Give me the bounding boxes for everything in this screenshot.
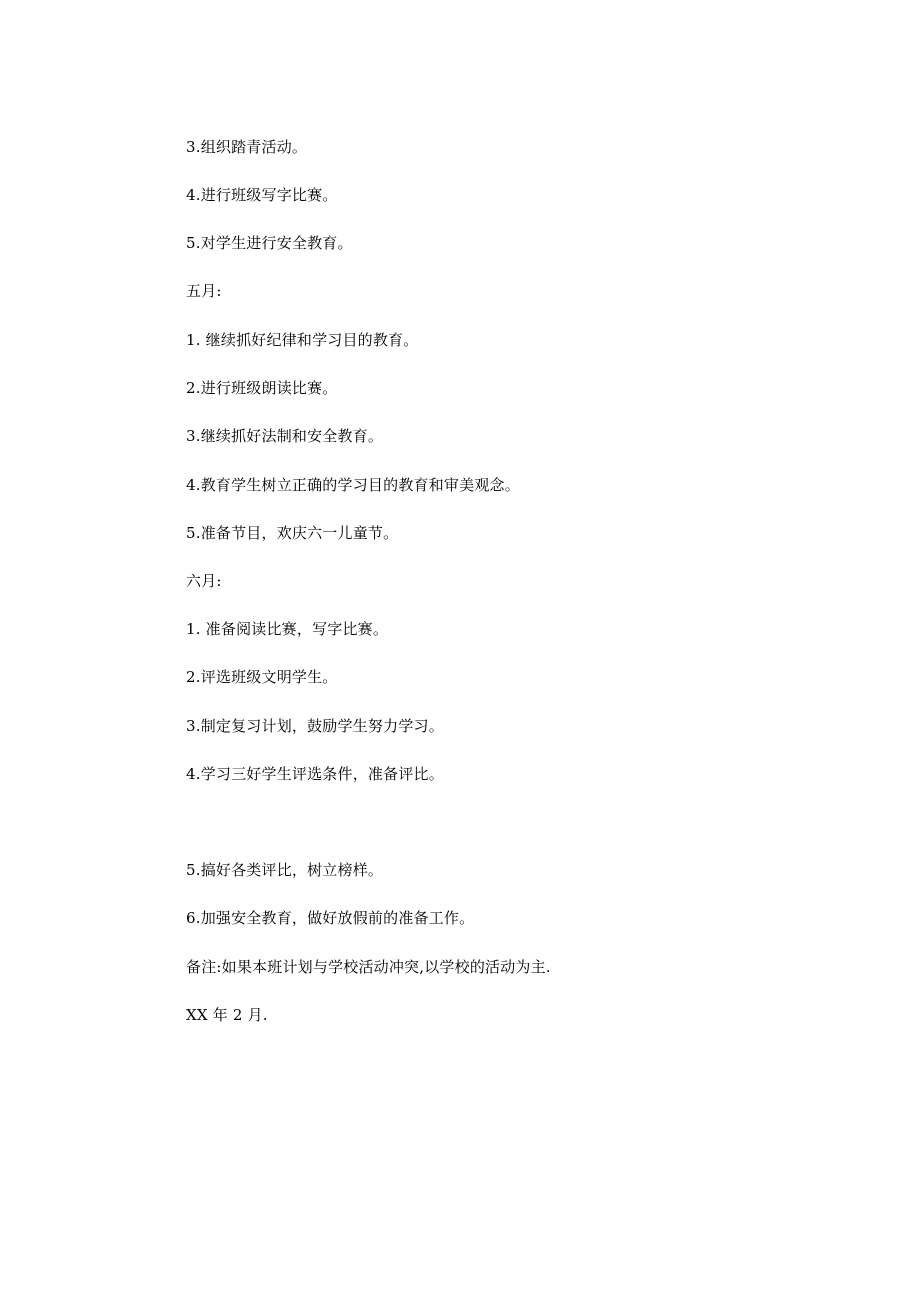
- item-may-1: 1. 继续抓好纪律和学习目的教育。: [186, 331, 419, 349]
- heading-june: 六月:: [186, 572, 222, 590]
- date-line: XX 年 2 月.: [186, 1006, 268, 1024]
- item-june-4: 4.学习三好学生评选条件，准备评比。: [186, 765, 444, 783]
- item-june-3: 3.制定复习计划，鼓励学生努力学习。: [186, 717, 444, 735]
- item-june-5: 5.搞好各类评比，树立榜样。: [186, 861, 384, 879]
- remark-note: 备注:如果本班计划与学校活动冲突,以学校的活动为主.: [186, 958, 551, 976]
- item-june-6: 6.加强安全教育，做好放假前的准备工作。: [186, 909, 475, 927]
- item-may-5: 5.准备节目，欢庆六一儿童节。: [186, 524, 399, 542]
- item-april-5: 5.对学生进行安全教育。: [186, 234, 353, 252]
- item-june-2: 2.评选班级文明学生。: [186, 668, 338, 686]
- item-may-2: 2.进行班级朗读比赛。: [186, 379, 338, 397]
- heading-may: 五月:: [186, 282, 222, 300]
- item-april-4: 4.进行班级写字比赛。: [186, 186, 338, 204]
- item-april-3: 3.组织踏青活动。: [186, 138, 308, 156]
- item-may-4: 4.教育学生树立正确的学习目的教育和审美观念。: [186, 476, 520, 494]
- item-june-1: 1. 准备阅读比赛，写字比赛。: [186, 620, 389, 638]
- item-may-3: 3.继续抓好法制和安全教育。: [186, 427, 384, 445]
